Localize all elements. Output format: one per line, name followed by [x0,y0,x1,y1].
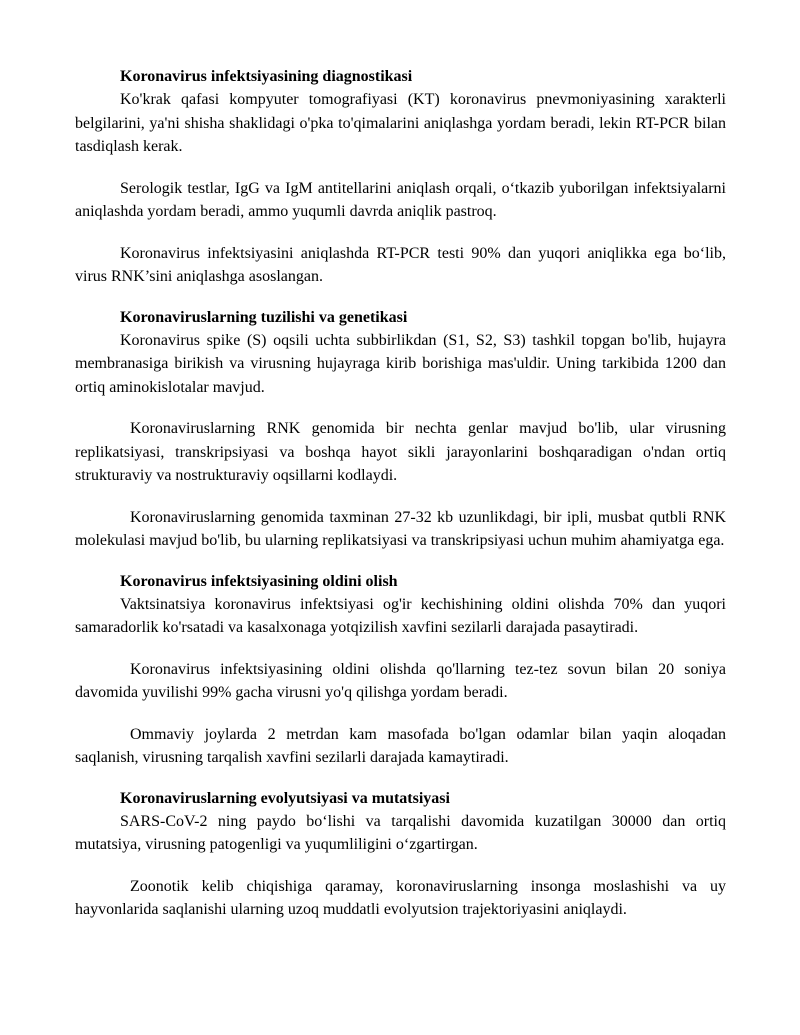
section-heading: Koronavirus infektsiyasining oldini olish [120,572,398,590]
paragraph: SARS-CoV-2 ning paydo boʻlishi va tarqalishi davomida kuzatilgan 30000 dan ortiq mutatsiya, virusning patogenligi va yuqumliligini oʻzgartirgan. [75,812,726,853]
paragraph: Koronavirus spike (S) oqsili uchta subbirlikdan (S1, S2, S3) tashkil topgan bo'lib, hujayra membranasiga birikish va virusning hujayraga kirib borishiga mas'uldir. Uning tarkibida 1200 dan ortiq aminokislotalar mavjud. [75,331,726,396]
section-diagnostics [75,66,726,289]
paragraph: Koronaviruslarning genomida taxminan 27-32 kb uzunlikdagi, bir ipli, musbat qutbli RNK molekulasi mavjud bo'lib, bu ularning replikatsiyasi va transkripsiyasi uchun muhim ahamiyatga ega. [75,508,726,549]
section-heading: Koronavirus infektsiyasining diagnostikasi [120,68,413,85]
section-structure-genetics [75,307,726,553]
paragraph: Ommaviy joylarda 2 metrdan kam masofada bo'lgan odamlar bilan yaqin aloqadan saqlanish, virusning tarqalish xavfini sezilarli darajada kamaytiradi. [75,725,726,766]
paragraph: Serologik testlar, IgG va IgM antitellarini aniqlash orqali, oʻtkazib yuborilgan infektsiyalarni aniqlashda yordam beradi, ammo yuqumli davrda aniqlik pastroq. [75,179,726,220]
document-page [75,66,726,940]
paragraph: Ko'krak qafasi kompyuter tomografiyasi (KT) koronavirus pnevmoniyasining xarakterli belgilarini, ya'ni shisha shaklidagi o'pka to'qimalarini aniqlashga yordam beradi, lekin RT-PCR bilan tasdiqlash kerak. [75,91,726,155]
paragraph: Koronavirus infektsiyasining oldini olishda qo'llarning tez-tez sovun bilan 20 soniya davomida yuvilishi 99% gacha virusni yo'q qilishga yordam beradi. [75,660,726,701]
paragraph: Zoonotik kelib chiqishiga qaramay, koronaviruslarning insonga moslashishi va uy hayvonlarida saqlanishi ularning uzoq muddatli evolyutsion trajektoriyasini aniqlaydi. [75,877,726,918]
section-evolution-mutation [75,788,726,922]
paragraph: Koronavirus infektsiyasini aniqlashda RT-PCR testi 90% dan yuqori aniqlikka ega boʻlib, virus RNK’sini aniqlashga asoslangan. [75,244,726,285]
paragraph: Koronaviruslarning RNK genomida bir nechta genlar mavjud bo'lib, ular virusning replikatsiyasi, transkripsiyasi va boshqa hayot sikli jarayonlarini boshqaradigan o'ndan ortiq strukturaviy va nostrukturaviy oqsillarni kodlaydi. [75,420,726,484]
section-prevention [75,571,726,770]
section-heading: Koronaviruslarning evolyutsiyasi va mutatsiyasi [120,789,450,807]
section-heading: Koronaviruslarning tuzilishi va genetikasi [120,308,408,326]
paragraph: Vaktsinatsiya koronavirus infektsiyasi og'ir kechishining oldini olishda 70% dan yuqori samaradorlik ko'rsatadi va kasalxonaga yotqizilish xavfini sezilarli darajada pasaytiradi. [75,595,726,636]
